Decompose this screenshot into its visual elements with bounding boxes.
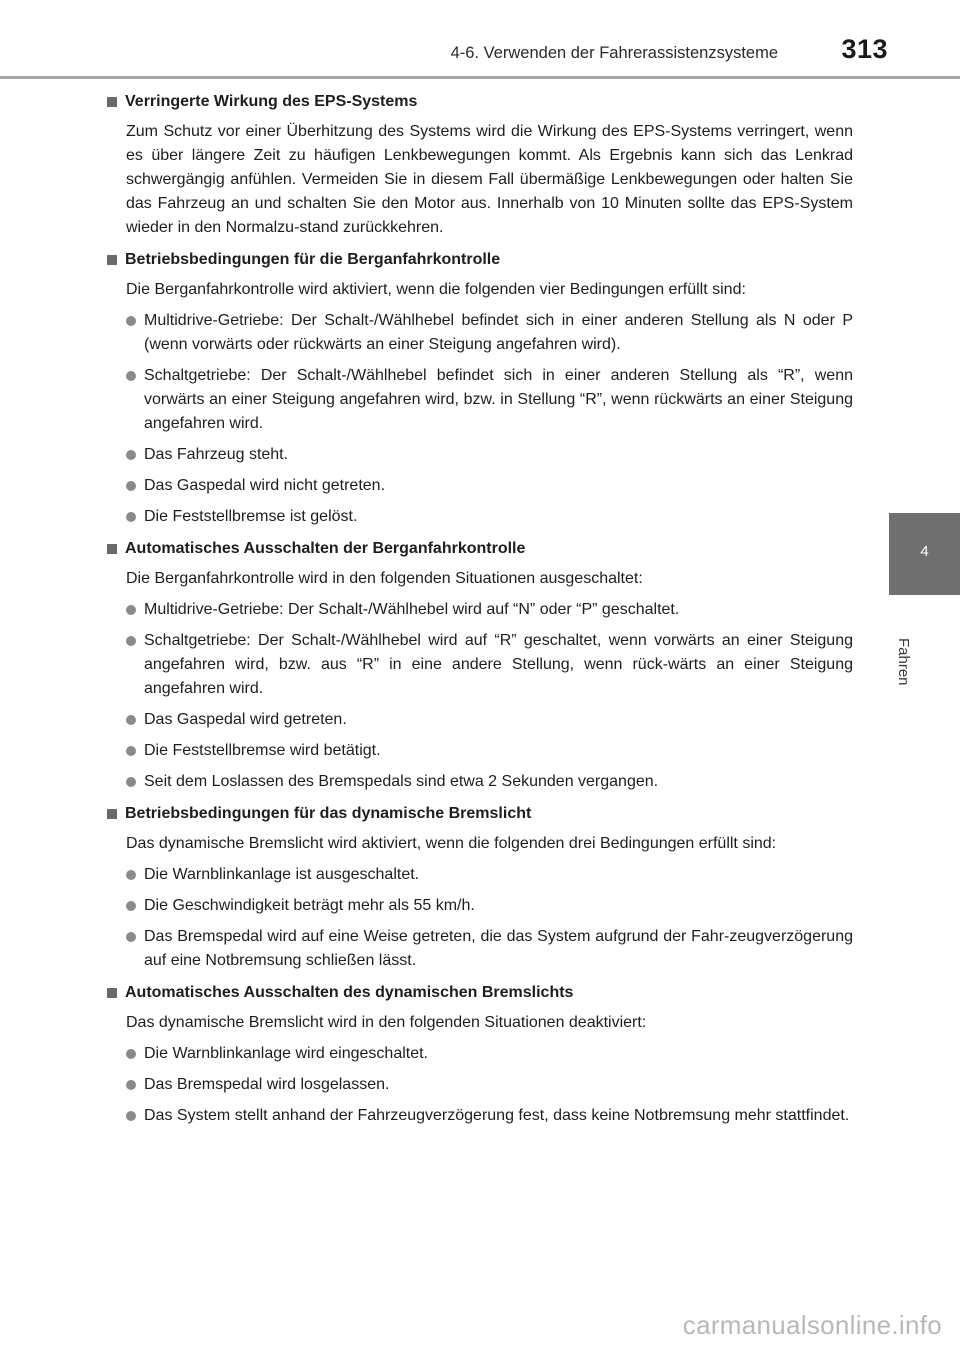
section-heading (107, 802, 853, 826)
list-item (126, 863, 853, 887)
list-item-text: Die Feststellbremse ist gelöst. (144, 508, 358, 525)
list-item (126, 1073, 853, 1097)
list-item-text: Das Fahrzeug steht. (144, 446, 289, 463)
section (107, 248, 853, 529)
list-item (126, 598, 853, 622)
list-item (126, 443, 853, 467)
list-item (126, 770, 853, 794)
section (107, 90, 853, 240)
section-paragraph: Das dynamische Bremslicht wird in den folgenden Situationen deaktiviert: (126, 1014, 647, 1031)
round-bullet-icon (126, 481, 136, 491)
section (107, 802, 853, 973)
list-item (126, 364, 853, 436)
round-bullet-icon (126, 371, 136, 381)
section-paragraph: Zum Schutz vor einer Überhitzung des Systems wird die Wirkung des EPS-Systems verringert, wenn es über längere Zeit zu häufigen Lenkbewegungen kommt. Als Ergebnis kann sich das Lenkrad schwergängig anfühlen. Vermeiden Sie in diesem Fall übermäßige Lenkbewegungen oder halten Sie das Fahrzeug an und schalten Sie den Motor aus. Innerhalb von 10 Minuten sollte das EPS-System wieder in den Normalzu-stand zurückkehren. (126, 123, 853, 236)
list-item-text: Das Gaspedal wird nicht getreten. (144, 477, 386, 494)
section-paragraph: Die Berganfahrkontrolle wird aktiviert, wenn die folgenden vier Bedingungen erfüllt sind: (126, 281, 746, 298)
round-bullet-icon (126, 316, 136, 326)
square-bullet-icon (107, 988, 117, 998)
section-title: 4-6. Verwenden der Fahrerassistenzsysteme (450, 44, 778, 62)
list-item-text: Das Bremspedal wird losgelassen. (144, 1076, 390, 1093)
list-item (126, 894, 853, 918)
list-item-text: Die Feststellbremse wird betätigt. (144, 742, 381, 759)
list-item-text: Multidrive-Getriebe: Der Schalt-/Wählhebel befindet sich in einer anderen Stellung als N oder P (wenn vorwärts oder rückwärts an einer Steigung angefahren wird). (144, 312, 853, 353)
square-bullet-icon (107, 97, 117, 107)
page-content (107, 90, 853, 1136)
round-bullet-icon (126, 512, 136, 522)
section-heading (107, 248, 853, 272)
list-item (126, 1042, 853, 1066)
section-heading-text: Verringerte Wirkung des EPS-Systems (125, 93, 418, 110)
section-heading (107, 537, 853, 561)
chapter-label: Fahren (895, 638, 912, 686)
section-heading-text: Automatisches Ausschalten der Berganfahrkontrolle (125, 540, 526, 557)
square-bullet-icon (107, 809, 117, 819)
round-bullet-icon (126, 870, 136, 880)
round-bullet-icon (126, 636, 136, 646)
list-item (126, 925, 853, 973)
list-item-text: Die Geschwindigkeit beträgt mehr als 55 km/h. (144, 897, 475, 914)
round-bullet-icon (126, 932, 136, 942)
square-bullet-icon (107, 255, 117, 265)
page-number: 313 (841, 34, 888, 64)
list-item-text: Die Warnblinkanlage wird eingeschaltet. (144, 1045, 428, 1062)
section (107, 981, 853, 1128)
round-bullet-icon (126, 605, 136, 615)
list-item-text: Schaltgetriebe: Der Schalt-/Wählhebel wird auf “R” geschaltet, wenn vorwärts an einer Steigung angefahren wird, bzw. aus “R” in eine andere Stellung, wenn rück-wärts an einer Steigung angefahren wird. (144, 632, 853, 697)
section (107, 537, 853, 794)
section-paragraph: Das dynamische Bremslicht wird aktiviert, wenn die folgenden drei Bedingungen erfüllt sind: (126, 835, 777, 852)
square-bullet-icon (107, 544, 117, 554)
list-item-text: Die Warnblinkanlage ist ausgeschaltet. (144, 866, 420, 883)
round-bullet-icon (126, 746, 136, 756)
list-item-text: Das Bremspedal wird auf eine Weise getreten, die das System aufgrund der Fahr-zeugverzögerung auf eine Notbremsung schließen lässt. (144, 928, 853, 969)
chapter-number: 4 (920, 543, 929, 560)
section-heading (107, 981, 853, 1005)
list-item-text: Das Gaspedal wird getreten. (144, 711, 347, 728)
section-heading-text: Automatisches Ausschalten des dynamischen Bremslichts (125, 984, 574, 1001)
round-bullet-icon (126, 1111, 136, 1121)
round-bullet-icon (126, 1049, 136, 1059)
header-divider (0, 76, 960, 79)
page-header (0, 0, 960, 80)
list-item (126, 739, 853, 763)
section-heading (107, 90, 853, 114)
round-bullet-icon (126, 715, 136, 725)
list-item (126, 309, 853, 357)
list-item (126, 629, 853, 701)
list-item (126, 1104, 853, 1128)
list-item-text: Seit dem Loslassen des Bremspedals sind etwa 2 Sekunden vergangen. (144, 773, 659, 790)
list-item (126, 474, 853, 498)
section-heading-text: Betriebsbedingungen für das dynamische Bremslicht (125, 805, 532, 822)
list-item (126, 708, 853, 732)
section-paragraph: Die Berganfahrkontrolle wird in den folgenden Situationen ausgeschaltet: (126, 570, 643, 587)
list-item-text: Das System stellt anhand der Fahrzeugverzögerung fest, dass keine Notbremsung mehr stattfindet. (144, 1107, 850, 1124)
list-item-text: Schaltgetriebe: Der Schalt-/Wählhebel befindet sich in einer anderen Stellung als “R”, wenn vorwärts an einer Steigung angefahren wird, bzw. in Stellung “R”, wenn rückwärts an einer Steigung angefahren wird. (144, 367, 853, 432)
round-bullet-icon (126, 450, 136, 460)
section-heading-text: Betriebsbedingungen für die Berganfahrkontrolle (125, 251, 501, 268)
round-bullet-icon (126, 1080, 136, 1090)
watermark: carmanualsonline.info (682, 1310, 942, 1340)
round-bullet-icon (126, 901, 136, 911)
list-item (126, 505, 853, 529)
chapter-tab (889, 513, 960, 595)
round-bullet-icon (126, 777, 136, 787)
list-item-text: Multidrive-Getriebe: Der Schalt-/Wählhebel wird auf “N” oder “P” geschaltet. (144, 601, 680, 618)
